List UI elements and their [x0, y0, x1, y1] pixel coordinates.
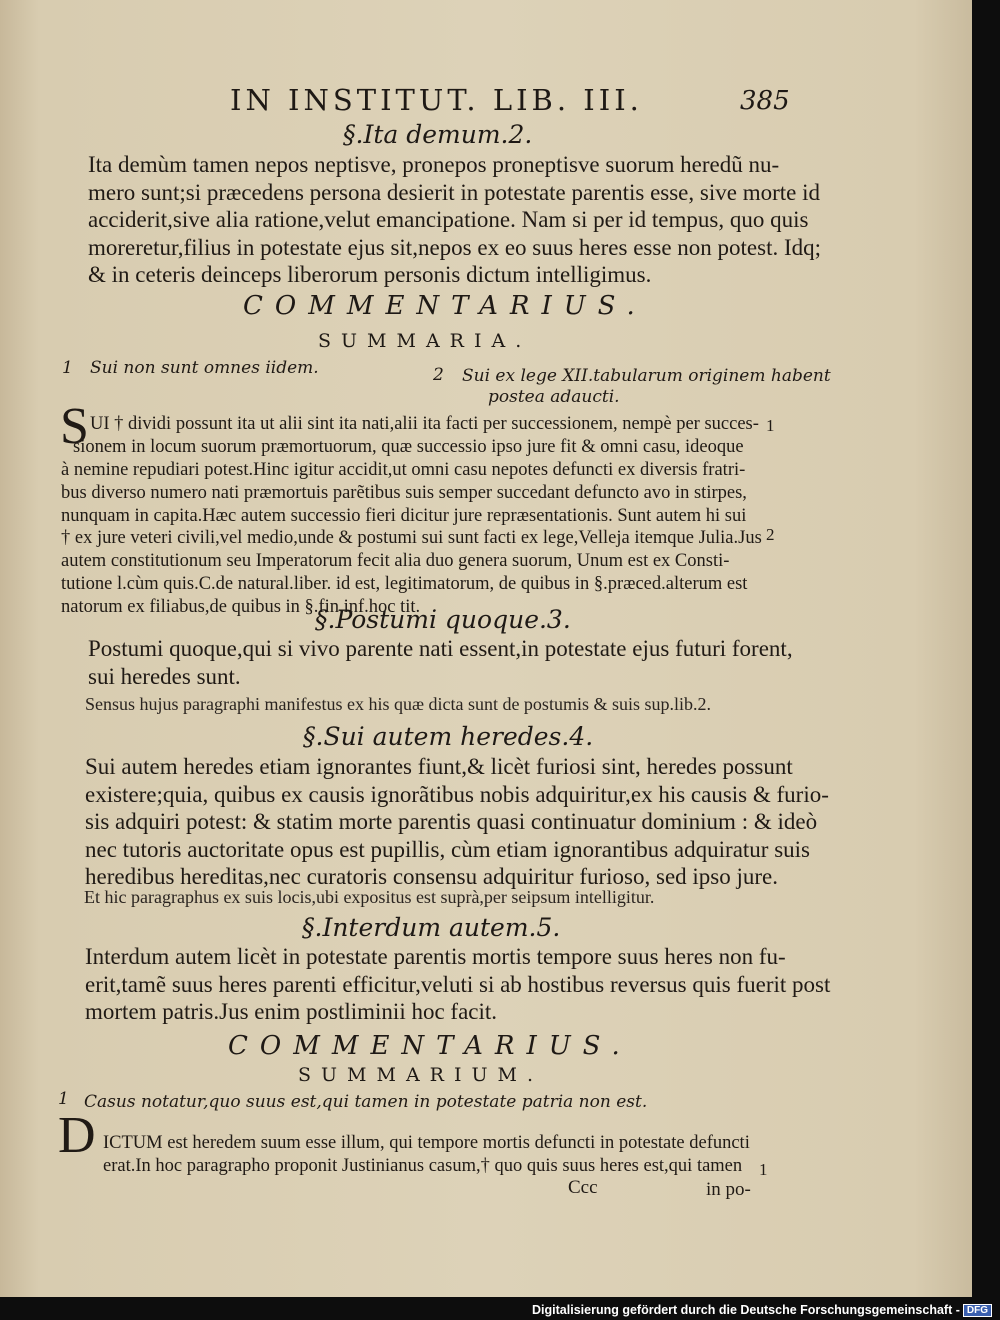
catchword: in po- [706, 1179, 751, 1200]
margin-number: 2 [766, 525, 775, 544]
commentary-title: COMMENTARIUS. [243, 291, 647, 321]
summary-item: Casus notatur,quo suus est,qui tamen in potestate patria non est. [84, 1092, 648, 1112]
credit-text: Digitalisierung gefördert durch die Deutsche Forschungsgemeinschaft - [532, 1303, 960, 1317]
text-line: existere;quia, quibus ex causis ignorãtibus nobis adquiritur,ex his causis & furio- [85, 781, 829, 807]
text-line: & in ceteris deinceps liberorum personis dictum intelligimus. [88, 262, 652, 288]
text-line: † ex jure veteri civili,vel medio,unde & postumi sui sunt facti ex lege,Velleja itemque Julia.Jus [61, 528, 762, 549]
section-heading-postumi: §.Postumi quoque.3. [315, 605, 571, 634]
summary-item: Sui ex lege XII.tabularum originem habent [462, 366, 831, 386]
text-line: autem constitutionum seu Imperatorum fecit alia duo genera suorum, Unum est ex Consti- [61, 551, 730, 572]
section-text-postumi [88, 635, 793, 690]
summaria-title: SUMMARIA. [318, 330, 532, 352]
text-line: Sui autem heredes etiam ignorantes fiunt,& licèt furiosi sint, heredes possunt [85, 754, 793, 779]
text-line: sis adquiri potest: & statim morte parentis quasi continuatur dominium : & ideò [85, 809, 818, 835]
text-line: mortem patris.Jus enim postliminii hoc facit. [85, 999, 498, 1025]
text-line: Interdum autem licèt in potestate parentis mortis tempore suus heres non fu- [85, 944, 786, 969]
commentary-title: COMMENTARIUS. [228, 1031, 632, 1061]
text-line: UI † dividi possunt ita ut alii sint ita nati,alii ita facti per successionem, nempè per succes- [90, 414, 759, 434]
text-line: tutione l.cùm quis.C.de natural.liber. id est, legitimatorum, de quibus in §.præced.alterum est [61, 573, 748, 594]
section-heading-ita-demum: §.Ita demum.2. [343, 120, 533, 149]
text-line: heredibus hereditas,nec curatoris consensu adquiritur furioso, sed ipso jure. [85, 864, 778, 890]
commentary-note: Et hic paragraphus ex suis locis,ubi expositus est suprà,per seipsum intelligitur. [84, 887, 655, 907]
text-line: Postumi quoque,qui si vivo parente nati essent,in potestate ejus futuri forent, [88, 636, 793, 661]
margin-number: 1 [759, 1160, 768, 1179]
text-line: à nemine repudiari potest.Hinc igitur accidit,ut omni casu nepotes defuncti ex diversis fratri- [61, 460, 746, 480]
text-line: sui heredes sunt. [88, 663, 241, 689]
section-heading-sui-autem: §.Sui autem heredes.4. [303, 722, 594, 751]
section-heading-interdum: §.Interdum autem.5. [302, 913, 561, 942]
text-line: Ita demùm tamen nepos neptisve, pronepos proneptisve suorum heredũ nu- [88, 152, 780, 177]
text-line: natorum ex filiabus,de quibus in §.fin.inf.hoc tit. [61, 596, 421, 617]
commentary-text [90, 413, 759, 436]
text-line: nunquam in capita.Hæc autem successio fieri dicitur jure repræsentationis. Sunt autem hi sui [61, 505, 747, 526]
text-line: mero sunt;si præcedens persona desierit in potestate parentis esse, sive morte id [88, 179, 820, 205]
commentary-text [103, 1155, 742, 1178]
section-text-ita-demum [88, 151, 821, 289]
text-line: erit,tamẽ suus heres parenti efficitur,veluti si ab hostibus reversus quis fuerit post [85, 971, 831, 997]
commentary-text [73, 436, 744, 459]
text-line: acciderit,sive alia ratione,velut emancipatione. Nam si per id tempus, quo quis [88, 207, 809, 233]
summary-number: 1 [62, 358, 73, 378]
text-line: bus diverso numero nati præmortuis parẽtibus suis semper succedant defuncto avo in stirpes, [61, 482, 747, 503]
signature-mark: Ccc [568, 1177, 598, 1198]
running-title: IN INSTITUT. LIB. III. [230, 83, 643, 117]
commentary-note: Sensus hujus paragraphi manifestus ex his quæ dicta sunt de postumis & suis sup.lib.2. [85, 694, 711, 714]
section-text-interdum [85, 943, 830, 1026]
summary-number: 2 [433, 365, 444, 385]
summarium-title: SUMMARIUM. [298, 1064, 543, 1086]
digitization-credit [532, 1303, 992, 1317]
text-line: moreretur,filius in potestate ejus sit,nepos ex eo suus heres esse non potest. Idq; [88, 234, 822, 260]
text-line: sionem in locum suorum præmortuorum, quæ successio ipso jure fit & omni casu, ideoque [73, 437, 744, 457]
commentary-text [61, 459, 762, 619]
section-text-sui-autem [85, 753, 829, 891]
summary-item: Sui non sunt omnes iidem. [90, 358, 319, 378]
margin-number: 1 [766, 416, 775, 435]
commentary-text [103, 1132, 750, 1155]
dfg-logo: DFG [963, 1304, 992, 1317]
text-line: ICTUM est heredem suum esse illum, qui tempore mortis defuncti in potestate defuncti [103, 1133, 750, 1153]
text-line: erat.In hoc paragrapho proponit Justinianus casum,† quo quis suus heres est,qui tamen [103, 1156, 743, 1176]
summary-item-continued: postea adaucti. [488, 387, 620, 407]
drop-cap: S [60, 398, 89, 455]
page-number: 385 [740, 86, 790, 116]
text-line: nec tutoris auctoritate opus est pupillis, cùm etiam ignorantibus adquiratur suis [85, 836, 810, 862]
summary-number: 1 [58, 1089, 69, 1109]
drop-cap: D [58, 1107, 96, 1164]
